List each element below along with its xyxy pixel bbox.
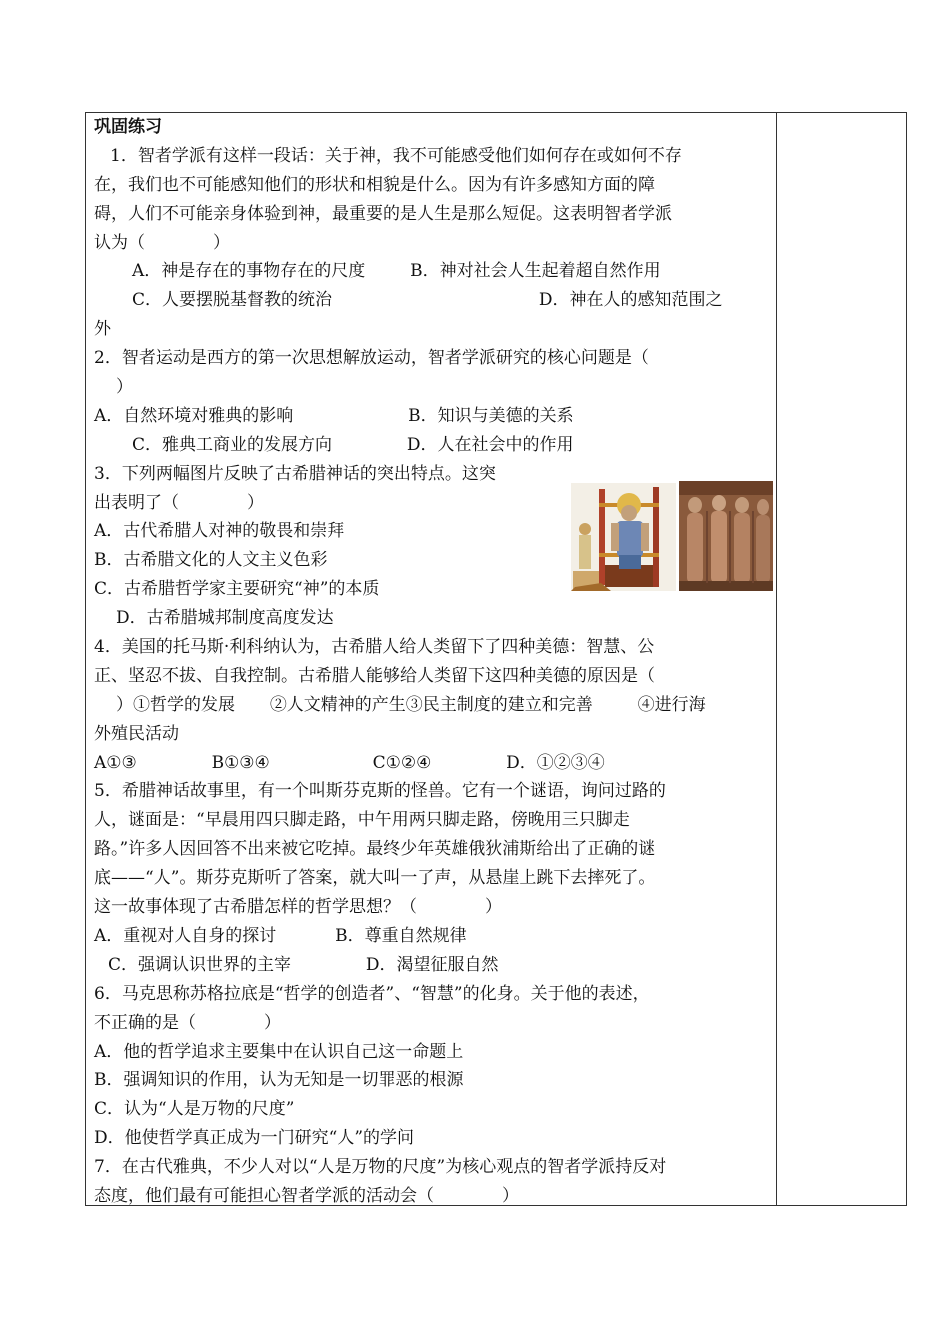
q2-options-row-1 — [94, 402, 770, 431]
q1-option-d: D．神在人的感知范围之 — [538, 290, 723, 311]
q4-option-b: B①③④ — [211, 752, 270, 773]
q2-option-d: D．人在社会中的作用 — [406, 434, 574, 455]
q2-option-b: B．知识与美德的关系 — [408, 405, 574, 426]
q3-stem-line: 出表明了（ ） — [94, 492, 264, 513]
q1-stem-line: 1．智者学派有这样一段话：关于神，我不可能感受他们如何存在或如何不存 — [110, 145, 682, 166]
q1-option-c: C．人要摆脱基督教的统治 — [132, 290, 333, 311]
cathedral-statues-image — [679, 481, 773, 591]
q4-item-4: ④进行海 — [637, 694, 706, 715]
q4-stem-line: 正、坚忍不拔、自我控制。古希腊人能够给人类留下这四种美德的原因是（ — [94, 665, 655, 686]
q3-option-b: B．古希腊文化的人文主义色彩 — [94, 550, 328, 571]
q6-option-c: C．认为“人是万物的尺度” — [94, 1099, 295, 1120]
q1-stem-line: 认为（ ） — [94, 232, 230, 253]
section-title: 巩固练习 — [94, 117, 162, 137]
q2-option-a: A．自然环境对雅典的影响 — [94, 405, 294, 426]
q5-stem-line: 人，谜面是：“早晨用四只脚走路，中午用两只脚走路，傍晚用三只脚走 — [94, 810, 630, 831]
q5-option-d: D．渴望征服自然 — [365, 954, 499, 975]
q5-option-c: C．强调认识世界的主宰 — [108, 954, 292, 975]
q5-stem-line: 路。”许多人因回答不出来被它吃掉。最终少年英雄俄狄浦斯给出了正确的谜 — [94, 839, 656, 860]
exercise-table — [85, 112, 907, 1206]
q5-stem-line: 底——“人”。斯芬克斯听了答案，就大叫一了声，从悬崖上跳下去摔死了。 — [94, 868, 656, 889]
q3-option-d: D．古希腊城邦制度高度发达 — [116, 608, 334, 629]
column-divider — [776, 113, 777, 1205]
q3-option-a: A．古代希腊人对神的敬畏和崇拜 — [94, 521, 345, 542]
exercise-content — [94, 113, 770, 1211]
q6-option-a: A．他的哲学追求主要集中在认识自己这一命题上 — [94, 1041, 464, 1062]
q1-option-d-cont: 外 — [94, 319, 111, 340]
q5-stem-line: 5．希腊神话故事里，有一个叫斯芬克斯的怪兽。它有一个谜语，询问过路的 — [94, 781, 666, 802]
q4-option-c: C①②④ — [372, 752, 432, 773]
q3-stem-line: 3．下列两幅图片反映了古希腊神话的突出特点。这突 — [94, 463, 496, 484]
q5-options-row-2 — [94, 951, 770, 980]
q1-stem-line: 在，我们也不可能感知他们的形状和相貌是什么。因为有许多感知方面的障 — [94, 174, 655, 195]
q2-stem-line: 2．智者运动是西方的第一次思想解放运动，智者学派研究的核心问题是（ — [94, 348, 649, 369]
q1-options-row-1 — [94, 257, 770, 286]
q6-stem-line: 不正确的是（ ） — [94, 1012, 281, 1033]
q4-options-row — [94, 749, 770, 778]
q5-option-a: A．重视对人自身的探讨 — [94, 925, 277, 946]
q4-stem-line-4: 外殖民活动 — [94, 723, 179, 744]
q2-stem-line: ） — [116, 377, 133, 398]
q6-stem-line: 6．马克思称苏格拉底是“哲学的创造者”、“智慧”的化身。关于他的表述， — [94, 983, 650, 1004]
q1-options-row-2 — [94, 286, 770, 315]
q4-option-a: A①③ — [94, 752, 137, 773]
q1-stem-line: 碍，人们不可能亲身体验到神，最重要的是人生是那么短促。这表明智者学派 — [94, 203, 672, 224]
q2-options-row-2 — [94, 431, 770, 460]
q4-items-2-3: ②人文精神的产生③民主制度的建立和完善 — [269, 694, 593, 715]
q6-option-b: B．强调知识的作用，认为无知是一切罪恶的根源 — [94, 1070, 464, 1091]
q4-item-1: ）①哲学的发展 — [116, 694, 235, 715]
q3-option-c: C．古希腊哲学家主要研究“神”的本质 — [94, 579, 380, 600]
q4-option-d: D．①②③④ — [506, 752, 605, 773]
q4-stem-line-3 — [94, 691, 770, 720]
q2-option-c: C．雅典工商业的发展方向 — [132, 434, 333, 455]
q5-stem-line: 这一故事体现了古希腊怎样的哲学思想？（ ） — [94, 897, 502, 918]
q3-images — [571, 481, 776, 593]
q7-stem-line: 7．在古代雅典，不少人对以“人是万物的尺度”为核心观点的智者学派持反对 — [94, 1157, 667, 1178]
q1-option-b: B．神对社会人生起着超自然作用 — [410, 261, 661, 282]
q7-stem-line: 态度，他们最有可能担心智者学派的活动会（ ） — [94, 1185, 519, 1206]
greek-god-statue-image — [571, 483, 676, 591]
q1-option-a: A．神是存在的事物存在的尺度 — [132, 261, 366, 282]
q6-option-d: D．他使哲学真正成为一门研究“人”的学问 — [94, 1128, 415, 1149]
q5-options-row-1 — [94, 922, 770, 951]
q5-option-b: B．尊重自然规律 — [335, 925, 467, 946]
q4-stem-line: 4．美国的托马斯·利科纳认为，古希腊人给人类留下了四种美德：智慧、公 — [94, 637, 655, 658]
